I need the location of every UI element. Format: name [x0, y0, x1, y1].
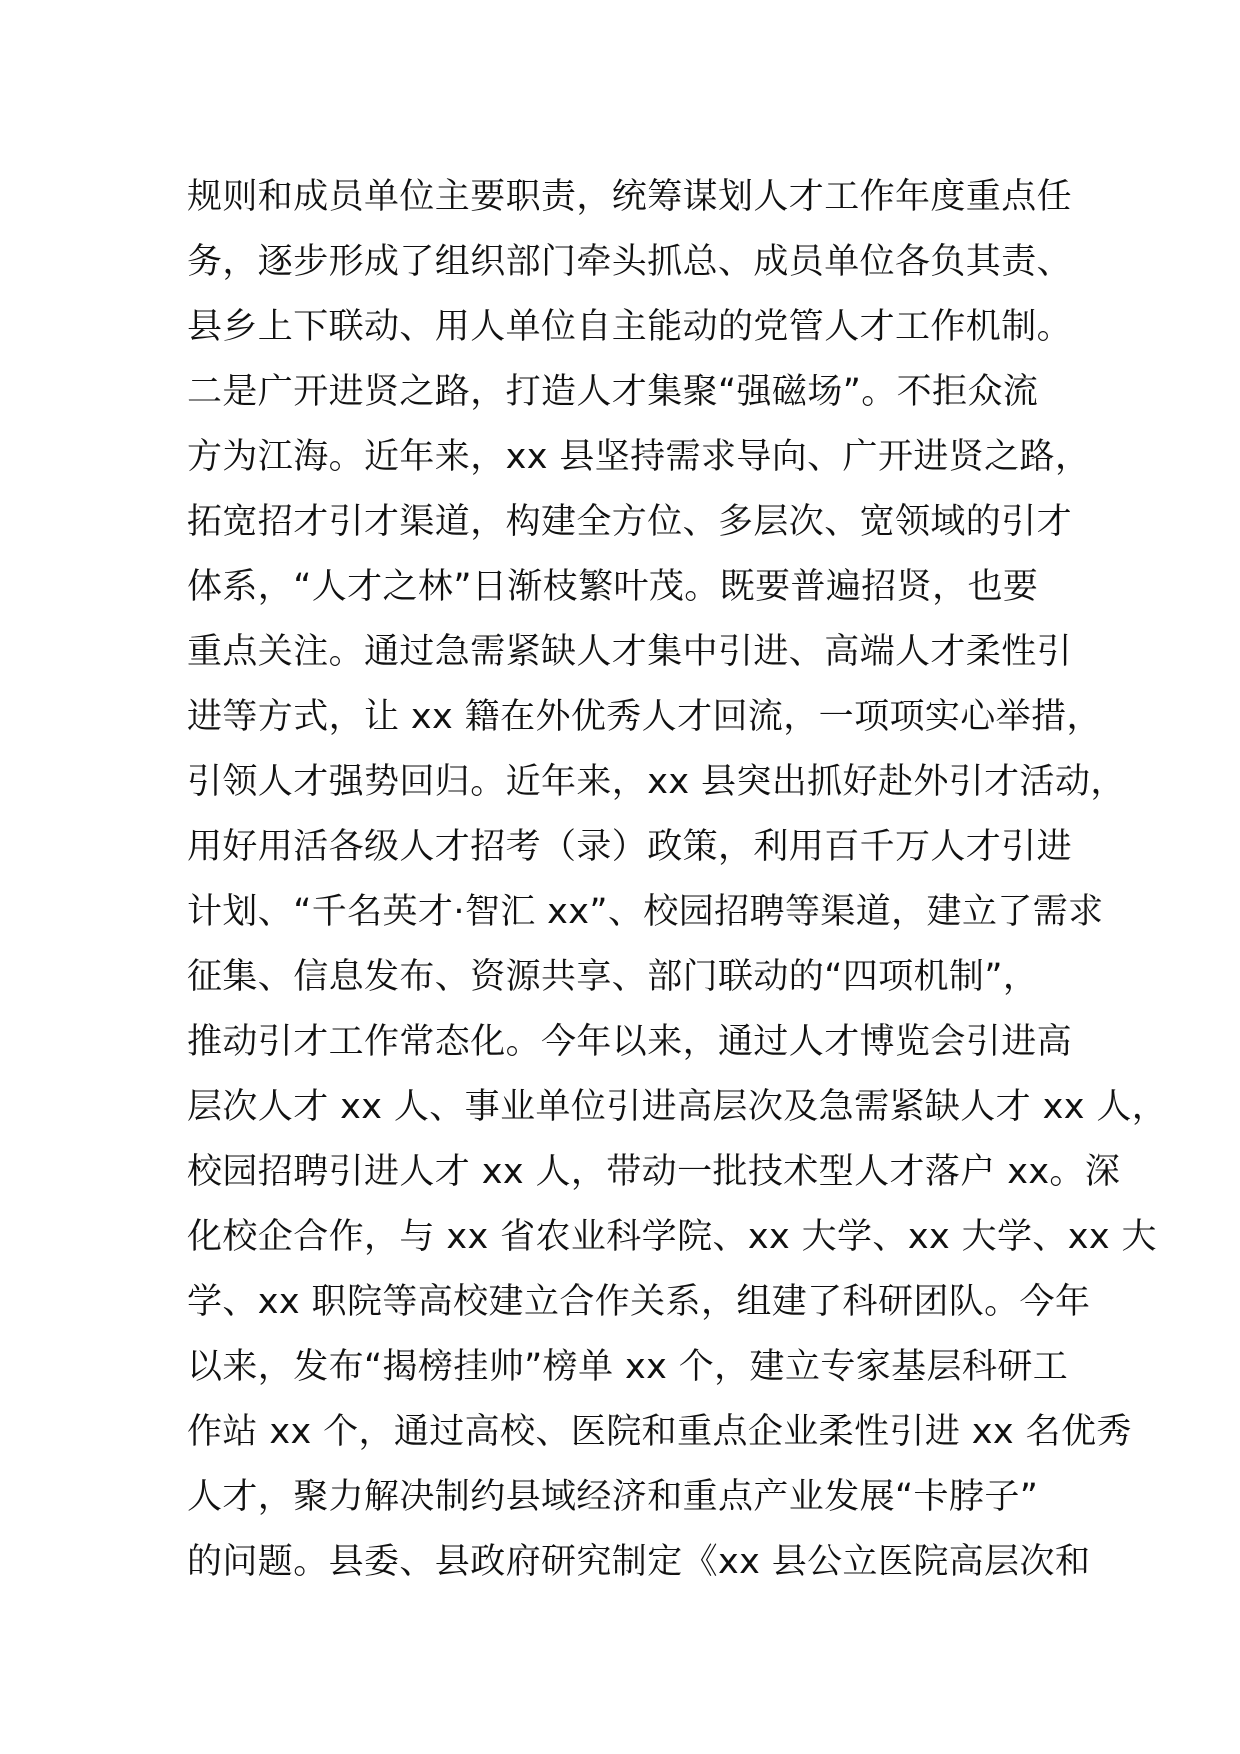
text-line: 的问题。县委、县政府研究制定《xx 县公立医院高层次和: [187, 1542, 1091, 1582]
text-line: 规则和成员单位主要职责，统筹谋划人才工作年度重点任: [187, 177, 1073, 217]
text-line: 以来，发布“揭榜挂帅”榜单 xx 个，建立专家基层科研工: [187, 1347, 1069, 1387]
text-line: 用好用活各级人才招考（录）政策，利用百千万人才引进: [187, 827, 1073, 867]
body-text: [187, 165, 1168, 1595]
text-line: 方为江海。近年来，xx 县坚持需求导向、广开进贤之路，: [187, 437, 1091, 477]
text-line: 体系，“人才之林”日渐枝繁叶茂。既要普遍招贤，也要: [187, 567, 1039, 607]
text-line: 作站 xx 个，通过高校、医院和重点企业柔性引进 xx 名优秀: [187, 1412, 1132, 1452]
text-line: 人才，聚力解决制约县域经济和重点产业发展“卡脖子”: [187, 1477, 1039, 1517]
text-line: 拓宽招才引才渠道，构建全方位、多层次、宽领域的引才: [187, 502, 1073, 542]
text-line: 推动引才工作常态化。今年以来，通过人才博览会引进高: [187, 1022, 1073, 1062]
text-line: 计划、“千名英才·智汇 xx”、校园招聘等渠道，建立了需求: [187, 892, 1104, 932]
text-line: 重点关注。通过急需紧缺人才集中引进、高端人才柔性引: [187, 632, 1073, 672]
text-line: 引领人才强势回归。近年来，xx 县突出抓好赴外引才活动，: [187, 762, 1126, 802]
text-line: 二是广开进贤之路，打造人才集聚“强磁场”。不拒众流: [187, 372, 1039, 412]
text-line: 学、xx 职院等高校建立合作关系，组建了科研团队。今年: [187, 1282, 1091, 1322]
text-line: 进等方式，让 xx 籍在外优秀人才回流，一项项实心举措，: [187, 697, 1102, 737]
text-line: 县乡上下联动、用人单位自主能动的党管人才工作机制。: [187, 307, 1073, 347]
text-line: 务，逐步形成了组织部门牵头抓总、成员单位各负其责、: [187, 242, 1073, 282]
text-line: 征集、信息发布、资源共享、部门联动的“四项机制”，: [187, 957, 1039, 997]
text-line: 层次人才 xx 人、事业单位引进高层次及急需紧缺人才 xx 人，: [187, 1087, 1168, 1127]
text-line: 化校企合作，与 xx 省农业科学院、xx 大学、xx 大学、xx 大: [187, 1217, 1157, 1257]
text-line: 校园招聘引进人才 xx 人，带动一批技术型人才落户 xx。深: [187, 1152, 1121, 1192]
